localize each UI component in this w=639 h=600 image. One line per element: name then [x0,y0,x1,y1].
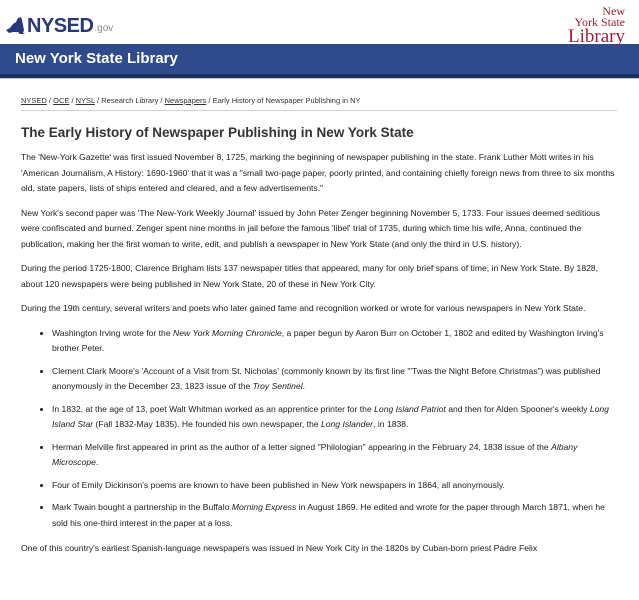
moore-paper-title: Troy Sentinel [252,381,303,391]
whitman-text-b: and then for Alden Spooner's weekly [445,403,590,414]
twain-paper-title: Morning Express [231,502,297,512]
twain-text-a: Mark Twain bought a partnership in the Buffalo [52,502,232,512]
page-title: The Early History of Newspaper Publishing in New York State [21,125,414,140]
moore-text-a: Clement Clark Moore's 'Account of a Visit from St. Nicholas' (commonly known by its first line "'Twas the Night Before Christmas") was published anonymously in the December 23, 1823 issue of the [52,365,601,391]
paragraph-19th-century: During the 19th century, several writers and poets who later gained fame and recognition worked or wrote for various newspapers in New York State. [21,303,586,313]
breadcrumb-newspapers[interactable]: Newspapers [164,96,207,105]
site-title[interactable]: New York State Library [15,50,178,67]
nysl-logo-line2: York State [574,15,625,29]
whitman-text-a: In 1832, at the age of 13, poet Walt Whitman worked as an apprentice printer for the [52,403,375,414]
nysl-logo-line1: New [602,4,625,18]
nysed-logo-suffix: .gov [94,22,114,34]
whitman-paper-title-2: Long Island Star [52,403,609,429]
whitman-paper-title-1: Long Island Patriot [374,403,446,414]
irving-paper-title: New York Morning Chronicle [173,327,282,338]
list-item-irving [52,326,617,357]
list-item-melville [52,440,617,471]
list-item-moore [52,364,617,395]
moore-text-b: . [302,381,306,391]
list-item-whitman [52,402,617,433]
top-header [0,0,639,47]
breadcrumb: NYSED / OCE / NYSL / Research Library / Newspapers / Early History of Newspaper Publishing in NY [21,96,617,111]
nysl-logo-line3: Library [568,26,625,47]
list-item-dickinson [52,478,617,494]
nysed-logo-link[interactable] [4,14,113,38]
irving-text-b: , a paper begun by Aaron Burr on October 1, 1802 and edited by Washington Irving's brother Peter. [52,327,604,353]
whitman-text-d: , in 1838. [373,419,409,429]
list-item-twain [52,500,617,531]
breadcrumb-nysl[interactable]: NYSL [75,96,95,105]
paragraph-gazette: The 'New-York Gazette' was first issued November 8, 1725, marking the beginning of newspaper publishing in the state. Frank Luther Mott writes in his 'American Journalism, A History: 1690-1960' that it was a "small two-page paper, poorly printed, and containing chiefly foreign news from three to six months old, state papers, lists of ships entered and cleared, and a few advertisements." [21,152,615,193]
whitman-paper-title-3: Long Islander [320,419,374,429]
nysl-logo-link[interactable] [557,4,625,47]
paragraph-brigham: During the period 1725-1800, Clarence Brigham lists 137 newspaper titles that appeared, many for only brief spans of time, in New York State. By 1828, about 120 newspapers were being published in New York State, 20 of these in New York City. [21,263,599,289]
melville-text-b: . [95,457,99,467]
twain-text-b: in August 1869. He edited and wrote for the paper through March 1871, when he sold his one-third interest in the paper at a loss. [52,502,605,528]
breadcrumb-nysed[interactable]: NYSED [21,96,47,105]
melville-paper-title: Albany Microscope [52,441,578,467]
site-banner [0,44,639,78]
paragraph-spanish-language: One of this country's earliest Spanish-language newspapers was issued in New York City in the 1820s by Cuban-born priest Padre Felix [21,543,538,553]
breadcrumb-research-library: Research Library [101,96,159,105]
dickinson-text: Four of Emily Dickinson's poems are known to have been published in New York newspapers in 1864, all anonymously. [52,479,505,490]
whitman-text-c: (Fall 1832-May 1835). He founded his own newspaper, the [93,419,321,429]
breadcrumb-current: Early History of Newspaper Publishing in NY [212,96,361,105]
irving-text-a: Washington Irving wrote for the [52,327,174,338]
main-content [0,96,639,557]
breadcrumb-oce[interactable]: OCE [53,96,70,105]
nysed-logo-text: NYSED [27,14,94,37]
new-york-map-icon [4,16,26,36]
writers-list [21,326,617,532]
melville-text-a: Herman Melville first appeared in print as the author of a letter signed "Philologian" appearing in the February 24, 1838 issue of the [52,441,552,452]
paragraph-zenger: New York's second paper was 'The New-York Weekly Journal' issued by John Peter Zenger beginning November 5, 1733. Four issues deemed seditious were confiscated and burned. Zenger spent nine months in jail before the famous 'libel' trial of 1735, during which time his wife, Anna, continued the publication, making her the first woman to write, edit, and publish a newspaper in New York State (and only the third in U.S. history). [21,207,601,249]
